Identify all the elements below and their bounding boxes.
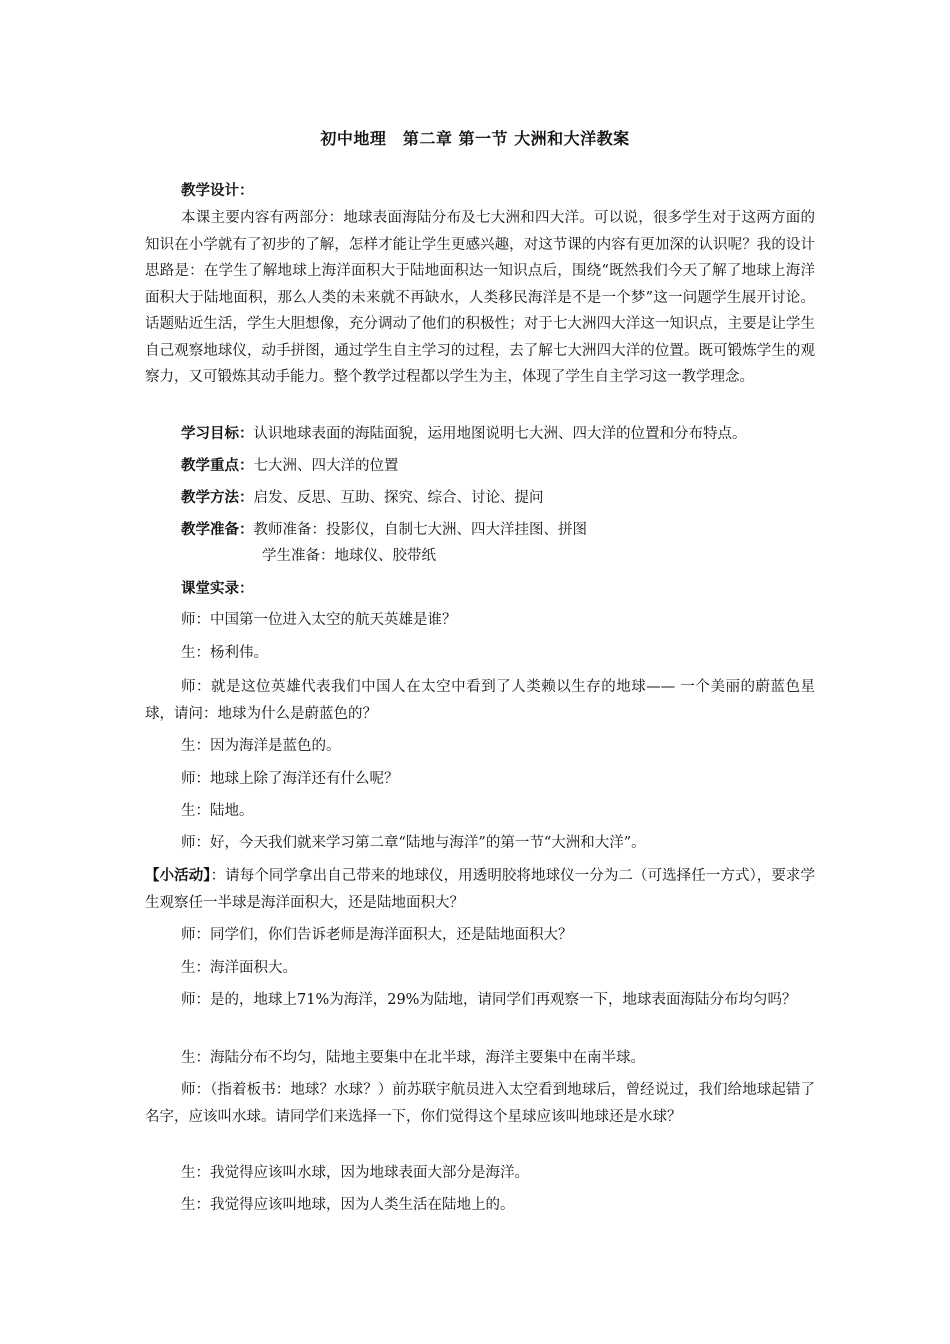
activity-text: ：请每个同学拿出自己带来的地球仪，用透明胶将地球仪一分为二（可选择任一方式），要求学生观察任一半球是海洋面积大，还是陆地面积大？ [145, 868, 815, 911]
methods-row [181, 485, 544, 511]
dialogue-line: 师：就是这位英雄代表我们中国人在太空中看到了人类赖以生存的地球—— 一个美丽的蔚蓝色星球，请问：地球为什么是蔚蓝色的？ [145, 679, 815, 722]
dialogue-line: 生：杨利伟。 [181, 645, 268, 661]
activity-paragraph [145, 863, 815, 916]
prep-label: 教学准备： [181, 521, 254, 538]
dialogue-line: 生：海洋面积大。 [181, 960, 297, 976]
dialogue-line: 师：是的，地球上71%为海洋，29%为陆地，请同学们再观察一下，地球表面海陆分布均匀吗？ [181, 992, 797, 1008]
prep-row [181, 517, 587, 543]
prep-student: 学生准备：地球仪、胶带纸 [262, 548, 436, 564]
goals-label: 学习目标： [181, 425, 254, 442]
dialogue-line: 生：我觉得应该叫水球，因为地球表面大部分是海洋。 [181, 1165, 529, 1181]
methods-label: 教学方法： [181, 489, 254, 506]
dialogue-line: 师：地球上除了海洋还有什么呢？ [181, 771, 399, 787]
focus-label: 教学重点： [181, 457, 254, 474]
page-title: 初中地理 第二章 第一节 大洲和大洋教案 [320, 129, 630, 148]
focus-row [181, 453, 399, 479]
methods-text: 启发、反思、互助、探究、综合、讨论、提问 [253, 490, 544, 506]
prep-teacher: 教师准备：投影仪，自制七大洲、四大洋挂图、拼图 [253, 522, 587, 538]
dialogue-line: 师：同学们，你们告诉老师是海洋面积大，还是陆地面积大？ [181, 927, 573, 943]
design-heading: 教学设计： [181, 182, 254, 199]
dialogue-line: 生：我觉得应该叫地球，因为人类生活在陆地上的。 [181, 1197, 515, 1213]
goals-row [181, 421, 747, 447]
dialogue-line: 师：中国第一位进入太空的航天英雄是谁？ [181, 612, 457, 628]
dialogue-line: 师：好，今天我们就来学习第二章“陆地与海洋”的第一节“大洲和大洋”。 [181, 835, 646, 851]
dialogue-line: 生：海陆分布不均匀，陆地主要集中在北半球，海洋主要集中在南半球。 [181, 1050, 645, 1066]
activity-label: 【小活动】 [145, 867, 211, 884]
focus-text: 七大洲、四大洋的位置 [253, 458, 399, 474]
dialogue-line: 生：因为海洋是蓝色的。 [181, 738, 341, 754]
dialogue-line: 师：（指着板书：地球？水球？）前苏联宇航员进入太空看到地球后，曾经说过，我们给地球起错了名字，应该叫水球。请同学们来选择一下，你们觉得这个星球应该叫地球还是水球？ [145, 1082, 815, 1125]
design-body: 本课主要内容有两部分：地球表面海陆分布及七大洲和四大洋。可以说，很多学生对于这两方面的知识在小学就有了初步的了解，怎样才能让学生更感兴趣，对这节课的内容有更加深的认识呢？我的设计思路是：在学生了解地球上海洋面积大于陆地面积达一知识点后，围绕“既然我们今天了解了地球上海洋面积大于陆地面积，那么人类的未来就不再缺水，人类移民海洋是不是一个梦”这一问题学生展开讨论。话题贴近生活，学生大胆想像，充分调动了他们的积极性；对于七大洲四大洋这一知识点，主要是让学生自己观察地球仪，动手拼图，通过学生自主学习的过程，去了解七大洲四大洋的位置。既可锻炼学生的观察力，又可锻炼其动手能力。整个教学过程都以学生为主，体现了学生自主学习这一教学理念。 [145, 210, 815, 385]
record-heading: 课堂实录： [181, 580, 254, 597]
dialogue-line: 生：陆地。 [181, 803, 254, 819]
goals-text: 认识地球表面的海陆面貌，运用地图说明七大洲、四大洋的位置和分布特点。 [253, 426, 747, 442]
